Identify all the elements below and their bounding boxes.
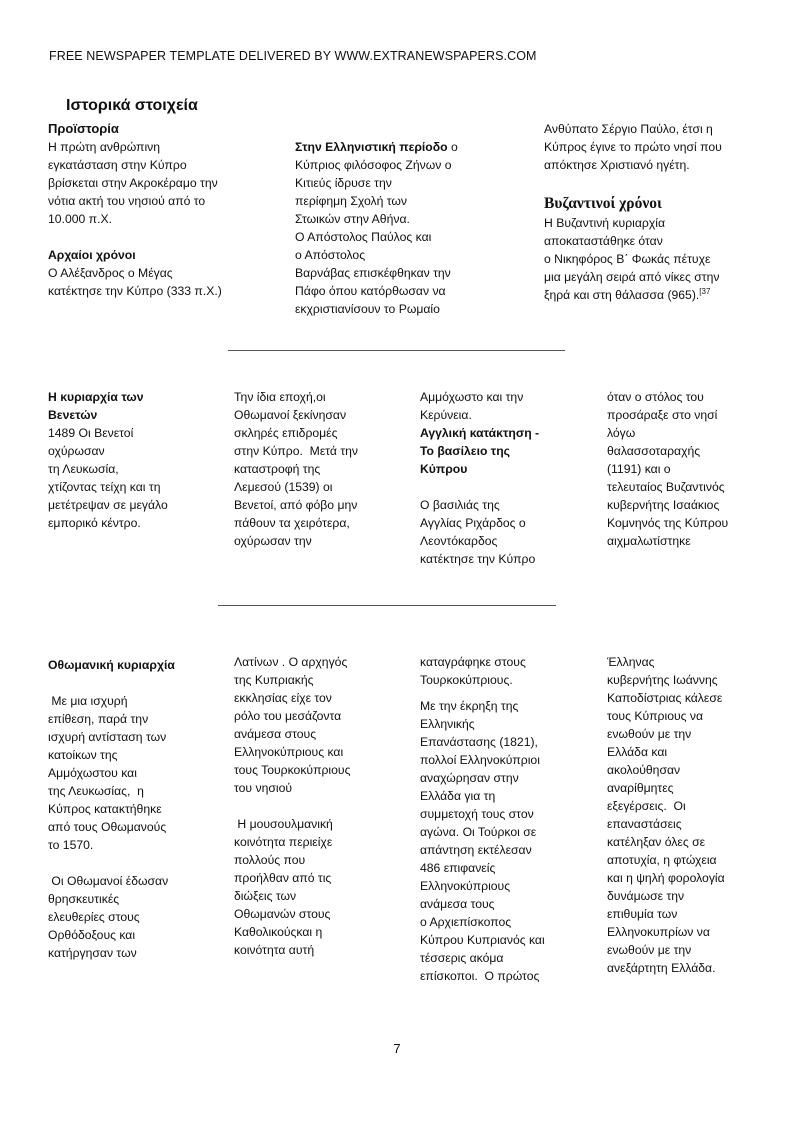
byzantine-last-line: ξηρά και στη θάλασσα (965). — [544, 288, 700, 302]
revolution-column — [420, 653, 570, 985]
church-role-text — [234, 653, 394, 797]
byzantine-text — [544, 214, 759, 286]
text-line: ο Νικηφόρος Β΄ Φωκάς πέτυχε — [544, 252, 711, 266]
text-line: συμμετοχή τους στον — [420, 807, 534, 821]
text-line: Λεμεσού (1539) οι — [234, 480, 333, 494]
text-line: Οθωμανοί ξεκίνησαν — [234, 408, 347, 422]
page-number: 7 — [393, 1041, 401, 1056]
english-heading-line3: Κύπρου — [420, 462, 468, 476]
text-line: Η Βυζαντινή κυριαρχία — [544, 216, 665, 230]
text-line: ρόλο του μεσάζοντα — [234, 709, 342, 723]
text-line: ελευθερίες στους — [48, 910, 140, 924]
text-line: Κερύνεια. — [420, 408, 472, 422]
text-line: Ελληνοκυπρίων να — [607, 925, 710, 939]
text-line: του νησιού — [234, 781, 293, 795]
venetian-heading-line1: Η κυριαρχία των — [48, 390, 144, 404]
text-line: απάντηση εκτέλεσαν — [420, 843, 532, 857]
text-line: Έλληνας — [607, 655, 655, 669]
text-line: χτίζοντας τείχη και τη — [48, 480, 161, 494]
text-line: διώξεις των — [234, 889, 297, 903]
text-line: εκχριστιανίσουν το Ρωμαίο — [295, 302, 440, 316]
text-line: Αγγλίας Ριχάρδος ο — [420, 516, 526, 530]
text-line: Ο βασιλιάς της — [420, 498, 500, 512]
text-line: της Λευκωσίας, η — [48, 784, 144, 798]
text-line: Επανάστασης (1821), — [420, 735, 538, 749]
text-line: ανάμεσα στους — [234, 727, 317, 741]
text-line: Πάφο όπου κατόρθωσαν να — [295, 284, 446, 298]
text-line: Βαρνάβας επισκέφθηκαν την — [295, 266, 451, 280]
text-line: εμπορικό κέντρο. — [48, 516, 141, 530]
section-divider — [228, 350, 565, 351]
text-line: μια μεγάλη σειρά από νίκες στην — [544, 270, 720, 284]
text-line: περίφημη Σχολή των — [295, 194, 408, 208]
hellenistic-text — [295, 156, 495, 318]
text-line: προήλθαν από τις — [234, 871, 332, 885]
text-line: κατέκτησε την Κύπρο — [420, 552, 536, 566]
text-line: Οι Οθωμανοί έδωσαν — [48, 874, 169, 888]
text-line: (1191) και ο — [607, 462, 671, 476]
ancient-heading: Αρχαίοι χρόνοι — [48, 248, 136, 262]
text-line: όταν ο στόλος του — [607, 390, 704, 404]
text-line: θαλασσοταραχής — [607, 444, 701, 458]
storm-column — [607, 388, 777, 550]
text-line: Αμμόχωστου και — [48, 766, 137, 780]
text-line: ενωθούν με την — [607, 943, 692, 957]
prehistory-text — [48, 138, 258, 228]
text-line: κατέληξαν όλες σε — [607, 835, 706, 849]
byzantine-heading: Βυζαντινοί χρόνοι — [544, 195, 662, 212]
text-line: Η μουσουλμανική — [234, 817, 333, 831]
text-line: κοινότητα περιείχε — [234, 835, 333, 849]
text-line: λόγω — [607, 426, 636, 440]
text-line: Ελληνοκύπριους και — [234, 745, 344, 759]
text-line: στην Κύπρο. Μετά την — [234, 444, 359, 458]
text-line: κυβερνήτης Ισαάκιος — [607, 498, 720, 512]
text-line: Τουρκοκύπριους. — [420, 673, 513, 687]
apostle-continuation-text — [544, 120, 759, 174]
text-line: Ελληνοκύπριους — [420, 879, 511, 893]
text-line: Κύπρος κατακτήθηκε — [48, 802, 162, 816]
text-line: της Κυπριακής — [234, 673, 314, 687]
kapodistrias-text — [607, 653, 777, 977]
text-line: αναρίθμητες — [607, 781, 674, 795]
text-line: επίθεση, παρά την — [48, 712, 149, 726]
byzantine-column — [544, 120, 759, 304]
text-line: Στωικών στην Αθήνα. — [295, 212, 410, 226]
english-heading-line2: Το βασίλειο της — [420, 444, 511, 458]
text-line: κατέκτησε την Κύπρο (333 π.Χ.) — [48, 284, 222, 298]
text-line: Ελλάδα και — [607, 745, 668, 759]
ottoman-raids-text — [234, 388, 394, 550]
prehistory-heading: Προϊστορία — [48, 121, 119, 136]
text-line: ανεξάρτητη Ελλάδα. — [607, 961, 716, 975]
text-line: Με μια ισχυρή — [48, 694, 128, 708]
text-line: βρίσκεται στην Ακροκέραμο την — [48, 176, 218, 190]
muslim-community-text — [234, 815, 394, 959]
text-line: κοινότητα αυτή — [234, 943, 315, 957]
text-line: τη Λευκωσία, — [48, 462, 119, 476]
hellenistic-column — [295, 138, 495, 318]
text-line: και η ψηλή φορολογία — [607, 871, 725, 885]
kapodistrias-column — [607, 653, 777, 977]
text-line: Ανθύπατο Σέργιο Παύλο, έτσι η — [544, 122, 713, 136]
text-line: αιχμαλωτίστηκε — [607, 534, 691, 548]
ottoman-heading: Οθωμανική κυριαρχία — [48, 658, 175, 672]
storm-text — [607, 388, 777, 550]
text-line: Ο Αλέξανδρος ο Μέγας — [48, 266, 173, 280]
text-line: Κύπρος έγινε το πρώτο νησί που — [544, 140, 722, 154]
text-line: Λατίνων . Ο αρχηγός — [234, 655, 348, 669]
ancient-text — [48, 264, 258, 300]
text-line: θρησκευτικές — [48, 892, 120, 906]
text-line: καταγράφηκε στους — [420, 655, 526, 669]
text-line: νότια ακτή του νησιού από το — [48, 194, 206, 208]
text-line: επίσκοποι. Ο πρώτος — [420, 969, 540, 983]
text-line: 1489 Οι Βενετοί — [48, 426, 134, 440]
section-divider — [218, 605, 556, 606]
text-line: μετέτρεψαν σε μεγάλο — [48, 498, 168, 512]
text-line: εγκατάσταση στην Κύπρο — [48, 158, 187, 172]
text-line: Λεοντόκαρδος — [420, 534, 498, 548]
text-line: εξεγέρσεις. Οι — [607, 799, 686, 813]
text-line: Αμμόχωστο και την — [420, 390, 524, 404]
page-title: Ιστορικά στοιχεία — [66, 97, 198, 114]
text-line: πάθουν τα χειρότερα, — [234, 516, 350, 530]
prehistory-column — [48, 120, 258, 300]
text-line: κυβερνήτης Ιωάννης — [607, 673, 718, 687]
church-column — [234, 653, 394, 959]
text-line: Ελλάδα για τη — [420, 789, 496, 803]
text-line: Καποδίστριας κάλεσε — [607, 691, 723, 705]
text-line: τους Τουρκοκύπριους — [234, 763, 351, 777]
text-line: προσάραξε στο νησί — [607, 408, 718, 422]
text-line: αναχώρησαν στην — [420, 771, 519, 785]
text-line: τελευταίος Βυζαντινός — [607, 480, 725, 494]
text-line: ενωθούν με την — [607, 727, 692, 741]
text-line: Βενετοί, από φόβο μην — [234, 498, 358, 512]
text-line: Με την έκρηξη της — [420, 699, 519, 713]
text-line: εκκλησίας είχε τον — [234, 691, 332, 705]
english-heading-line1: Αγγλική κατάκτηση - — [420, 426, 540, 440]
text-line: Κύπριος φιλόσοφος Ζήνων ο — [295, 158, 452, 172]
text-line: κατοίκων της — [48, 748, 118, 762]
text-line: Την ίδια εποχή,οι — [234, 390, 326, 404]
text-line: καταστροφή της — [234, 462, 321, 476]
registration-text — [420, 653, 570, 689]
hellenistic-heading-tail: ο — [447, 140, 458, 154]
text-line: απόκτησε Χριστιανό ηγέτη. — [544, 158, 690, 172]
text-line: αγώνα. Οι Τούρκοι σε — [420, 825, 537, 839]
text-line: 486 επιφανείς — [420, 861, 496, 875]
venetian-column — [48, 388, 198, 532]
text-line: ισχυρή αντίσταση των — [48, 730, 167, 744]
text-line: κατήργησαν των — [48, 946, 137, 960]
text-line: Κιτιεύς ίδρυσε την — [295, 176, 392, 190]
text-line: Καθολικούςκαι η — [234, 925, 323, 939]
text-line: ακολούθησαν — [607, 763, 681, 777]
text-line: τέσσερις ακόμα — [420, 951, 504, 965]
text-line: αποκαταστάθηκε όταν — [544, 234, 663, 248]
text-line: Ο Απόστολος Παύλος και — [295, 230, 432, 244]
fortification-text — [420, 388, 570, 424]
text-line: επαναστάσεις — [607, 817, 682, 831]
text-line: τους Κύπριους να — [607, 709, 704, 723]
text-line: δυνάμωσε την — [607, 889, 685, 903]
text-line: αποτυχία, η φτώχεια — [607, 853, 717, 867]
venetian-heading-line2: Βενετών — [48, 408, 98, 422]
english-conquest-text — [420, 496, 570, 568]
text-line: οχύρωσαν — [48, 444, 105, 458]
ottoman-column — [48, 656, 198, 962]
text-line: Κομνηνός της Κύπρου — [607, 516, 729, 530]
text-line: πολλούς που — [234, 853, 306, 867]
hellenistic-heading: Στην Ελληνιστική περίοδο — [295, 140, 448, 154]
text-line: Ορθόδοξους και — [48, 928, 136, 942]
text-line: ο Αρχιεπίσκοπος — [420, 915, 512, 929]
text-line: σκληρές επιδρομές — [234, 426, 338, 440]
text-line: ανάμεσα τους — [420, 897, 495, 911]
text-line: οχύρωσαν την — [234, 534, 312, 548]
text-line: Οθωμανών στους — [234, 907, 331, 921]
text-line: 10.000 π.Χ. — [48, 212, 112, 226]
text-line: το 1570. — [48, 838, 94, 852]
ottoman-conquest-text — [48, 692, 198, 854]
text-line: επιθυμία των — [607, 907, 678, 921]
text-line: Κύπρου Κυπριανός και — [420, 933, 545, 947]
english-conquest-column — [420, 388, 570, 568]
venetian-text — [48, 424, 198, 532]
text-line: Ελληνικής — [420, 717, 475, 731]
ottoman-raids-column — [234, 388, 394, 550]
footnote-ref[interactable]: [37 — [699, 286, 711, 296]
text-line: ο Απόστολος — [295, 248, 366, 262]
ottoman-freedoms-text — [48, 872, 198, 962]
text-line: Η πρώτη ανθρώπινη — [48, 140, 161, 154]
revolution-text — [420, 697, 570, 985]
template-header: FREE NEWSPAPER TEMPLATE DELIVERED BY WWW.EXTRANEWSPAPERS.COM — [49, 49, 537, 63]
text-line: πολλοί Ελληνοκύπριοι — [420, 753, 540, 767]
text-line: από τους Οθωμανούς — [48, 820, 167, 834]
